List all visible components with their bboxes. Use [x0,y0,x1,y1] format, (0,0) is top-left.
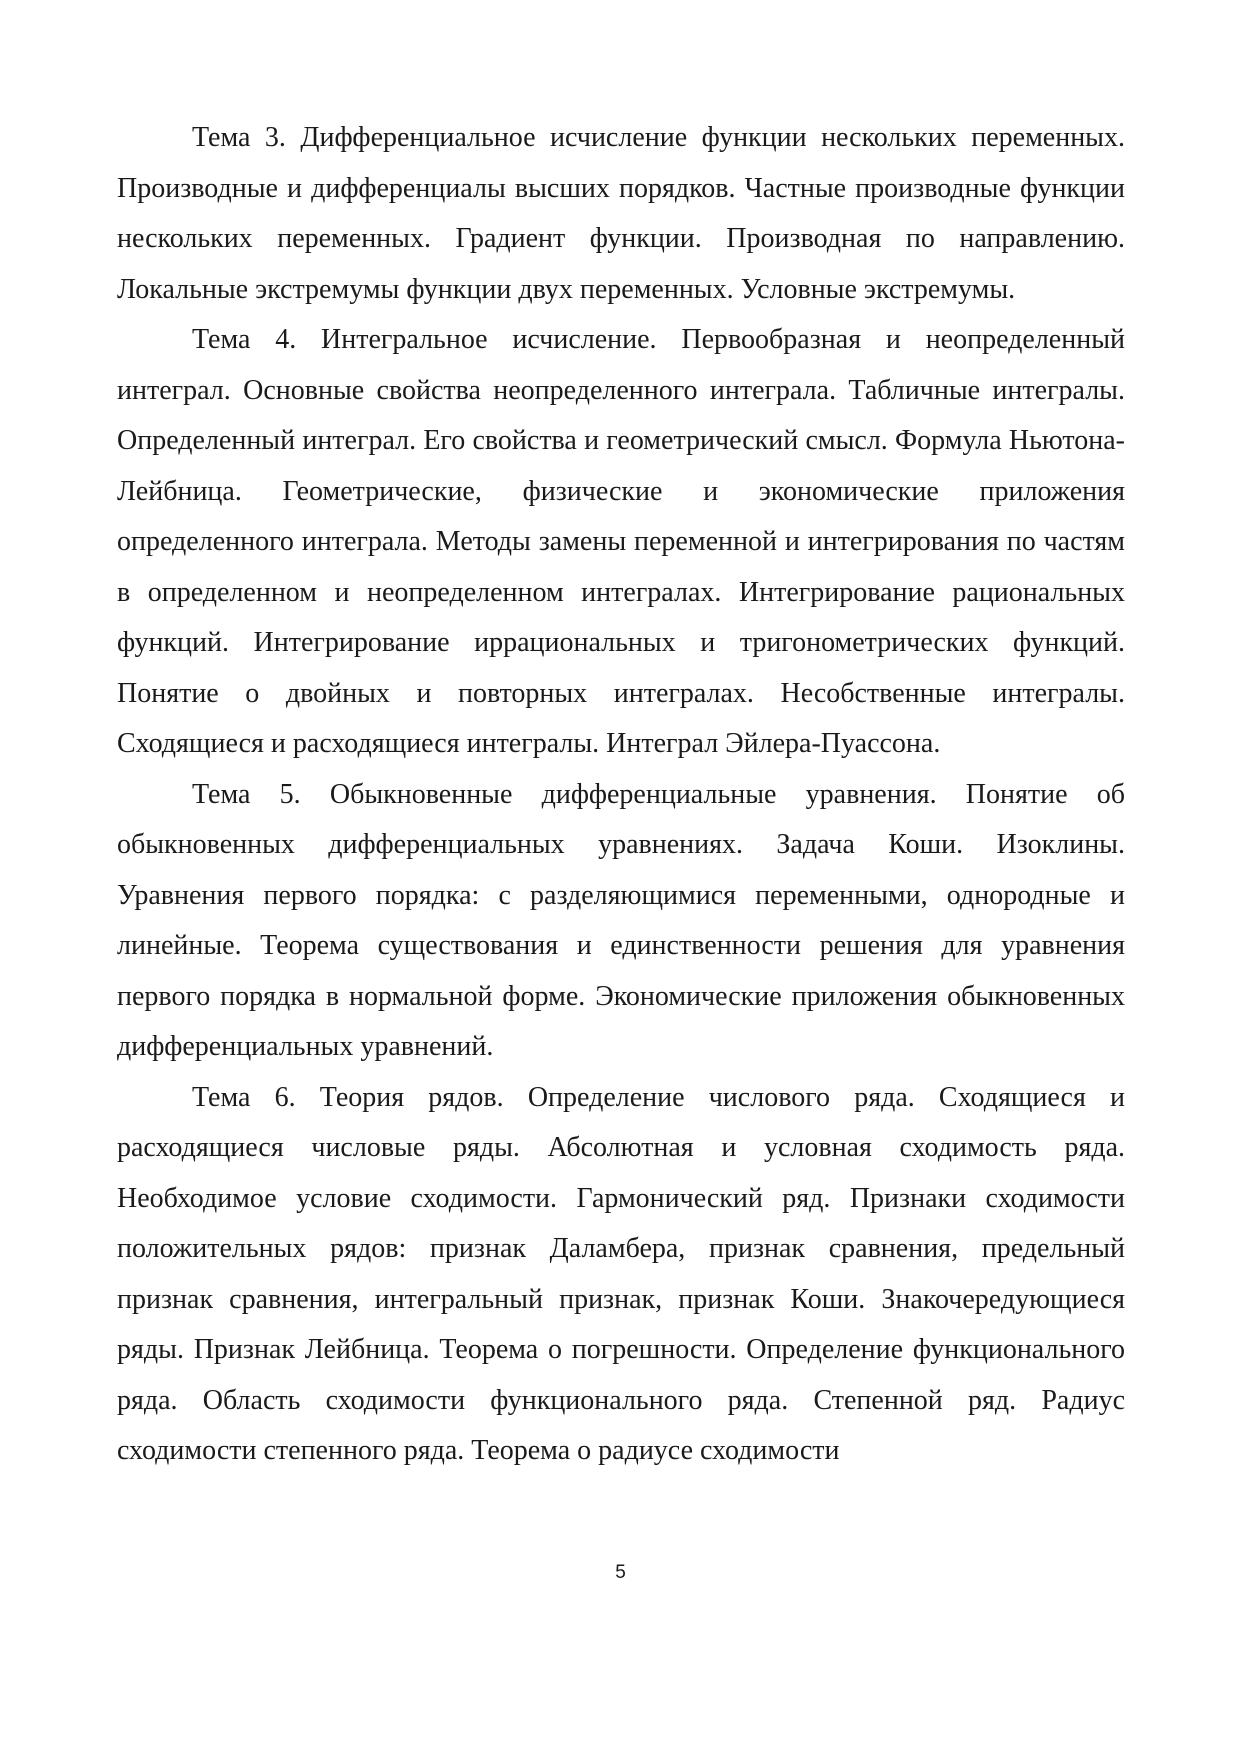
paragraph-topic-6: Тема 6. Теория рядов. Определение числового ряда. Сходящиеся и расходящиеся числовые ряды. Абсолютная и условная сходимость ряда. Необходимое условие сходимости. Гармонический ряд. Признаки сходимости положительных рядов: признак Даламбера, признак сравнения, предельный признак сравнения, интегральный признак, признак Коши. Знакочередующиеся ряды. Признак Лейбница. Теорема о погрешности. Определение функционального ряда. Область сходимости функционального ряда. Степенной ряд. Радиус сходимости степенного ряда. Теорема о радиусе сходимости [117,1081,1125,1466]
paragraph-topic-4: Тема 4. Интегральное исчисление. Первообразная и неопределенный интеграл. Основные свойства неопределенного интеграла. Табличные интегралы. Определенный интеграл. Его свойства и геометрический смысл. Формула Ньютона-Лейбница. Геометрические, физические и экономические приложения определенного интеграла. Методы замены переменной и интегрирования по частям в определенном и неопределенном интегралах. Интегрирование рациональных функций. Интегрирование иррациональных и тригонометрических функций. Понятие о двойных и повторных интегралах. Несобственные интегралы. Сходящиеся и расходящиеся интегралы. Интеграл Эйлера-Пуассона. [117,324,1125,759]
paragraph-topic-3: Тема 3. Дифференциальное исчисление функции нескольких переменных. Производные и дифференциалы высших порядков. Частные производные функции нескольких переменных. Градиент функции. Производная по направлению. Локальные экстремумы функции двух переменных. Условные экстремумы. [117,122,1125,305]
paragraph-topic-5: Тема 5. Обыкновенные дифференциальные уравнения. Понятие об обыкновенных дифференциальных уравнениях. Задача Коши. Изоклины. Уравнения первого порядка: с разделяющимися переменными, однородные и линейные. Теорема существования и единственности решения для уравнения первого порядка в нормальной форме. Экономические приложения обыкновенных дифференциальных уравнений. [117,778,1125,1062]
document-body [117,113,1125,1477]
page-number: 5 [615,1562,626,1583]
